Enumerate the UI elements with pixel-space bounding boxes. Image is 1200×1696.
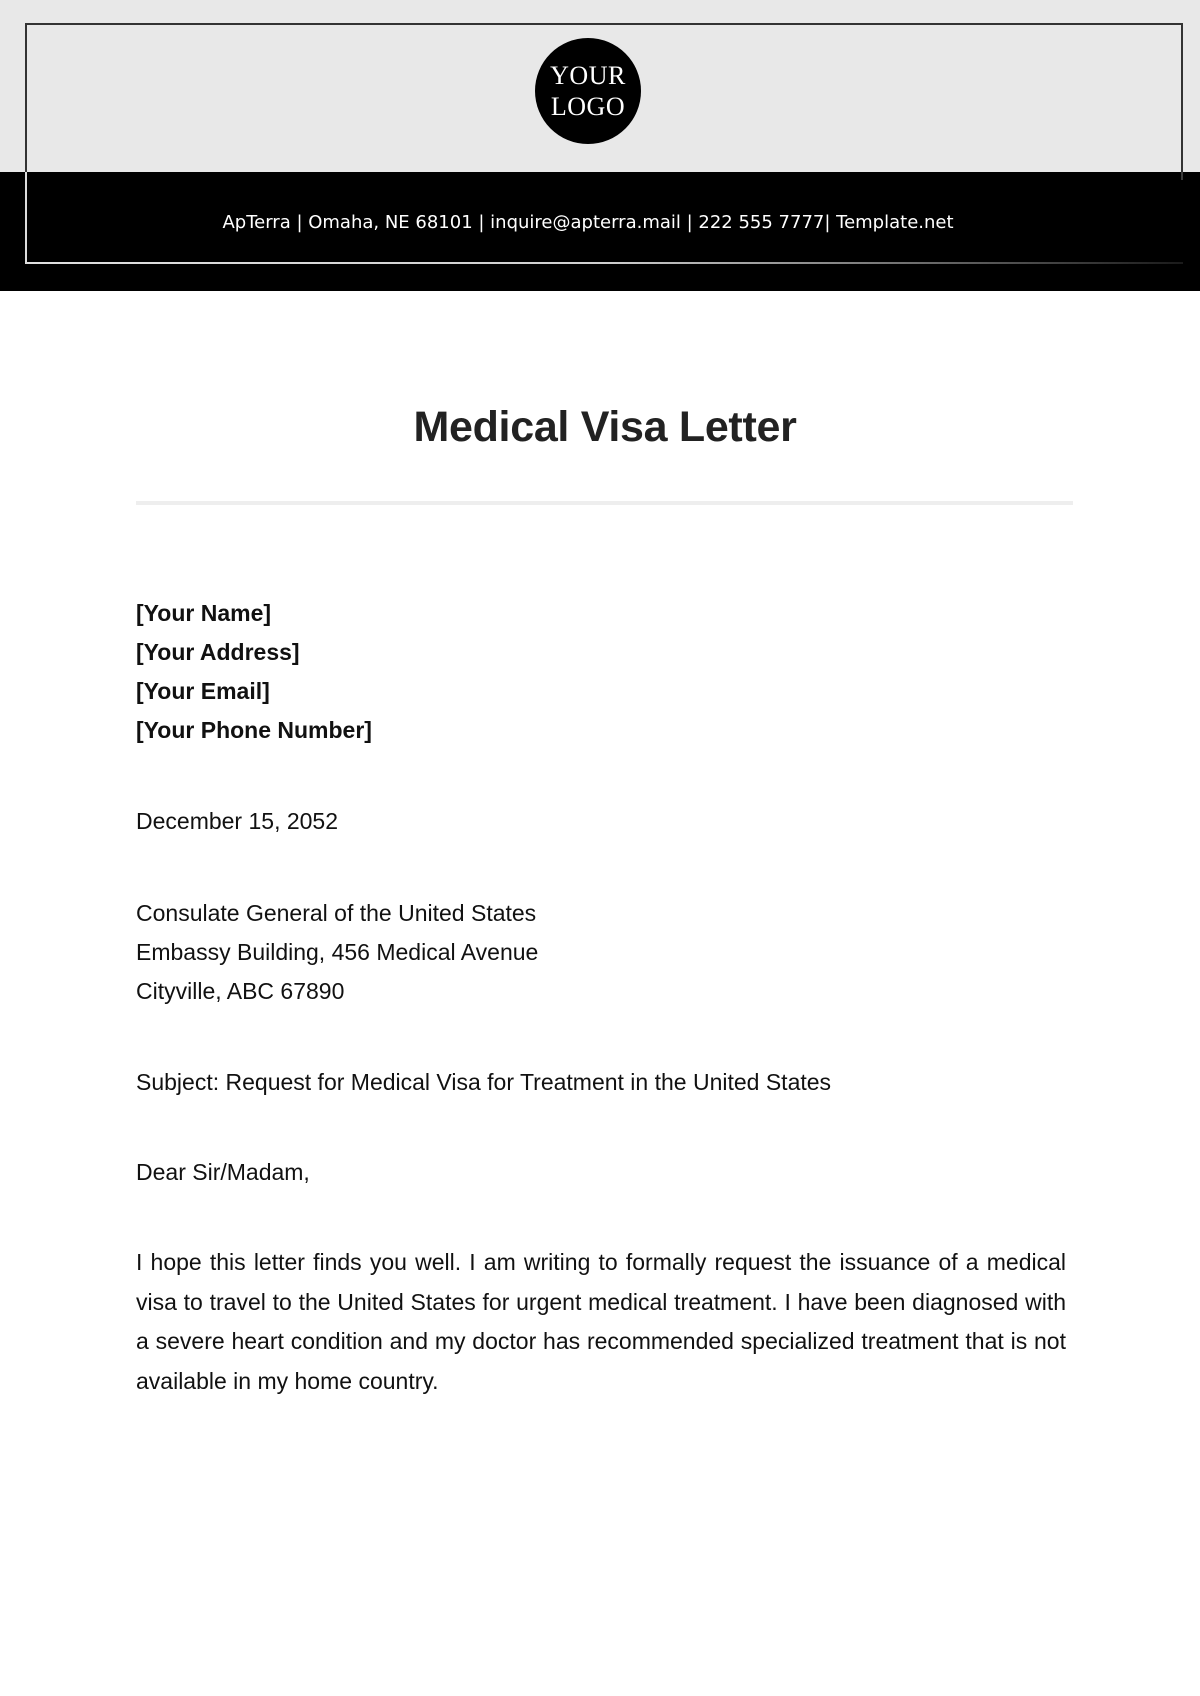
contact-info: ApTerra | Omaha, NE 68101 | inquire@apterra.mail | 222 555 7777| Template.net <box>222 212 954 233</box>
sender-address: [Your Address] <box>136 639 300 665</box>
greeting: Dear Sir/Madam, <box>136 1159 310 1185</box>
sender-block <box>136 594 372 750</box>
sender-phone: [Your Phone Number] <box>136 717 372 743</box>
page-title: Medical Visa Letter <box>413 403 797 451</box>
title-divider <box>136 501 1073 505</box>
letter-date: December 15, 2052 <box>136 808 339 834</box>
body-paragraph: I hope this letter finds you well. I am writing to formally request the issuance of a medical visa to travel to the United States for urgent medical treatment. I have been diagnosed with a severe heart condition and my doctor has recommended specialized treatment that is not available in my home country. <box>136 1249 1066 1394</box>
recipient-line-1: Consulate General of the United States <box>136 900 537 926</box>
sender-email: [Your Email] <box>136 678 270 704</box>
logo <box>535 38 641 144</box>
recipient-line-3: Cityville, ABC 67890 <box>136 978 345 1004</box>
logo-line-2: LOGO <box>550 92 626 121</box>
subject-line: Subject: Request for Medical Visa for Treatment in the United States <box>136 1069 832 1095</box>
recipient-block <box>136 894 538 1011</box>
recipient-line-2: Embassy Building, 456 Medical Avenue <box>136 939 539 965</box>
header-frame-bottom-line <box>27 262 1183 264</box>
sender-name: [Your Name] <box>136 600 272 626</box>
logo-line-1: YOUR <box>550 61 626 90</box>
header-frame-right-line <box>1181 172 1183 180</box>
